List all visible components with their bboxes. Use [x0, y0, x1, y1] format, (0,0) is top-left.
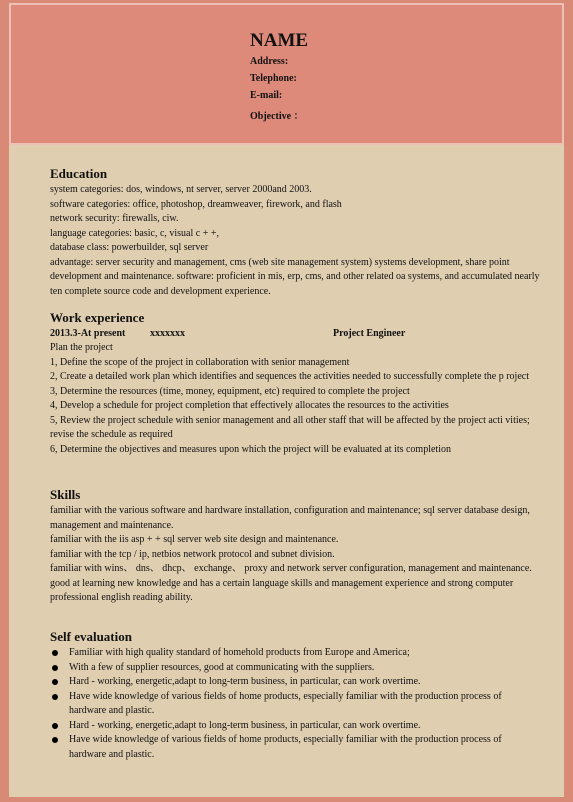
- self-evaluation-section: [50, 629, 540, 762]
- telephone-label: Telephone:: [250, 73, 297, 84]
- education-line: database class: powerbuilder, sql server: [50, 242, 209, 253]
- education-line: network security: firewalls, ciw.: [50, 213, 179, 224]
- self-evaluation-item: Have wide knowledge of various fields of home products, especially familiar with the production process of hardware and plastic.: [50, 733, 540, 762]
- self-evaluation-title: Self evaluation: [50, 629, 132, 644]
- education-section: [50, 166, 540, 299]
- skills-item: familiar with the iis asp + + sql server web site design and maintenance.: [50, 534, 339, 545]
- objective-label: Objective ：: [250, 111, 304, 122]
- resume-body: [9, 145, 564, 797]
- work-position: Project Engineer: [333, 328, 406, 339]
- education-line: system categories: dos, windows, nt server, server 2000and 2003.: [50, 184, 312, 195]
- skills-title: Skills: [50, 487, 81, 502]
- email-label: E-mail:: [250, 90, 283, 101]
- address-label: Address:: [250, 56, 289, 67]
- work-item: 5, Review the project schedule with senior management and all other staff that will be affected by the project acti vities; revise the schedule as required: [50, 414, 530, 440]
- skills-item: familiar with wins、 dns、 dhcp、 exchange、 proxy and network server configuration, management and maintenance.: [50, 563, 532, 574]
- skills-item: familiar with the tcp / ip, netbios network protocol and subnet division.: [50, 548, 335, 560]
- self-evaluation-item: With a few of supplier resources, good at communicating with the suppliers.: [50, 661, 540, 676]
- work-item: 1, Define the scope of the project in collaboration with senior management: [50, 356, 350, 368]
- work-period: 2013.3-At present: [50, 328, 126, 339]
- skills-item: familiar with the various software and hardware installation, configuration and maintenance; sql server database design, management and maintenance.: [50, 505, 530, 531]
- work-item: 6, Determine the objectives and measures upon which the project will be evaluated at its completion: [50, 443, 451, 455]
- work-company: xxxxxxx: [150, 328, 185, 339]
- education-line: software categories: office, photoshop, dreamweaver, firework, and flash: [50, 198, 342, 210]
- skills-item: good at learning new knowledge and has a certain language skills and management experience and strong computer professional english reading ability.: [50, 577, 514, 603]
- education-line: language categories: basic, c, visual c + +,: [50, 227, 219, 239]
- self-evaluation-item: Hard - working, energetic,adapt to long-term business, in particular, can work overtime.: [50, 675, 540, 690]
- education-title: Education: [50, 166, 108, 181]
- work-item: 3, Determine the resources (time, money, equipment, etc) required to complete the project: [50, 385, 410, 397]
- self-evaluation-item: Have wide knowledge of various fields of home products, especially familiar with the production process of hardware and plastic.: [50, 690, 540, 719]
- work-title: Work experience: [50, 310, 145, 325]
- skills-section: [50, 487, 540, 606]
- work-header-row: [50, 327, 540, 341]
- work-intro: Plan the project: [50, 342, 113, 353]
- self-evaluation-item: Hard - working, energetic,adapt to long-term business, in particular, can work overtime.: [50, 719, 540, 734]
- work-item: 4, Develop a schedule for project completion that effectively allocates the resources to the activities: [50, 400, 449, 411]
- work-item: 2, Create a detailed work plan which identifies and sequences the activities needed to successfully complete the p roject: [50, 371, 529, 382]
- education-advantage: advantage: server security and management, cms (web site management system) systems development, share point development and maintenance. software: proficient in mis, erp, cms, and other related oa systems, and accumulated nearly ten complete source code and development experience.: [50, 256, 540, 297]
- self-evaluation-item: Familiar with high quality standard of homehold products from Europe and America;: [50, 646, 540, 661]
- resume-header: [9, 3, 564, 145]
- candidate-name: NAME: [250, 30, 309, 51]
- work-section: [50, 310, 540, 457]
